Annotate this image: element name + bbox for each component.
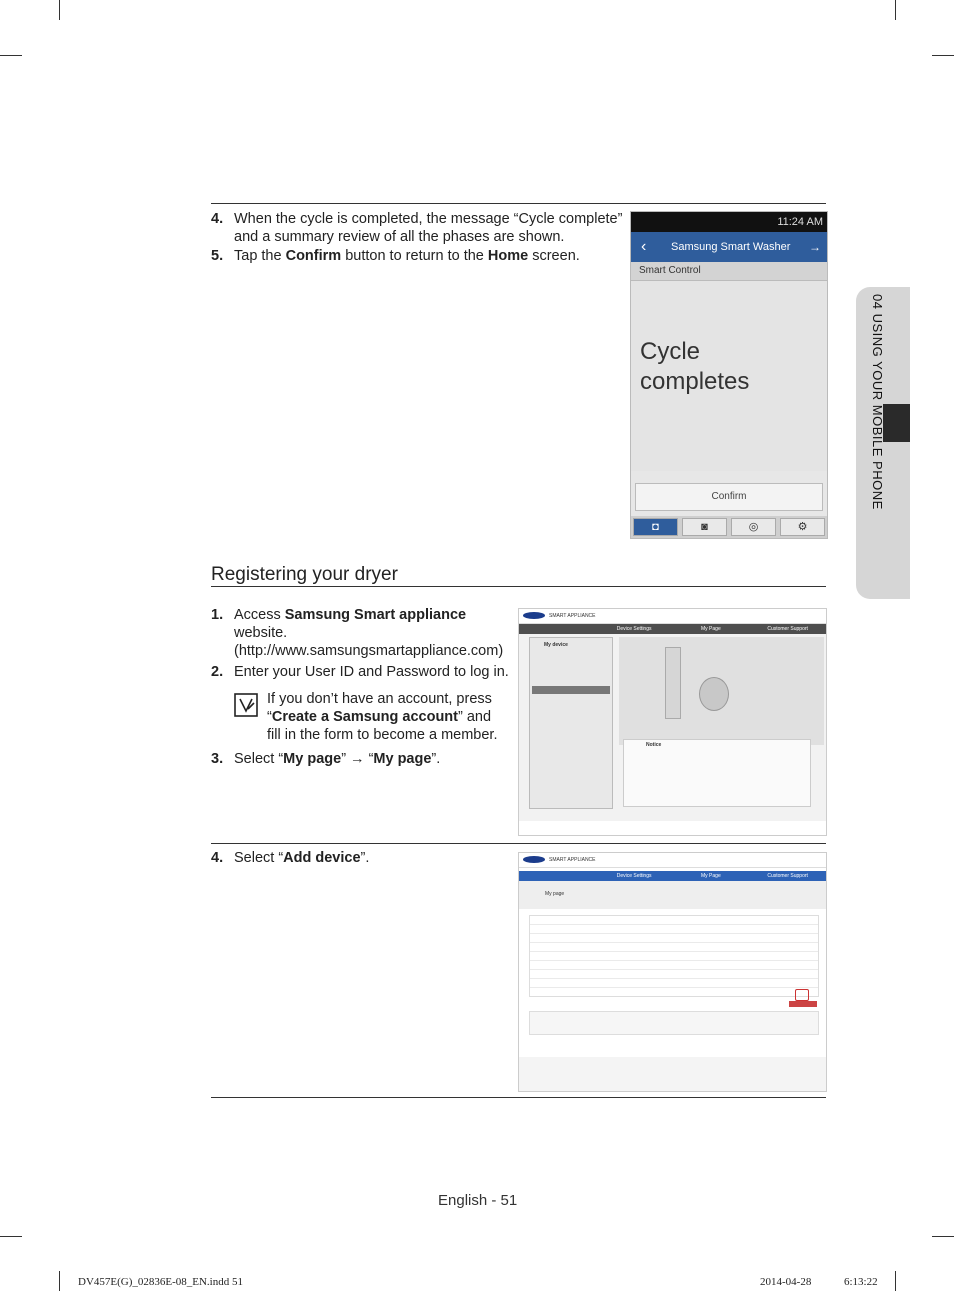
note-text: If you don’t have an account, press “Create a Samsung account” and fill in the form to become a member. [267,691,498,743]
cycle-message [640,337,749,397]
notice-label: Notice [646,742,662,748]
settings-tab-icon[interactable]: ⚙ [780,518,825,536]
phone-title-bar [631,232,827,262]
step-text: Tap the Confirm button to return to the Home screen. [234,248,580,264]
notice-panel [623,739,811,807]
crop-mark [0,1236,22,1237]
exit-icon[interactable]: → [809,240,821,254]
step-number: 4. [211,211,224,227]
step-number: 2. [211,664,224,680]
mid-rule [211,843,826,844]
web-header [519,853,826,868]
bottom-rule [211,1097,826,1098]
crop-mark [895,0,896,20]
page-number: English - 51 [438,1192,518,1209]
top-rule [211,203,826,204]
appliance-image [619,637,824,745]
section-heading: Registering your dryer [211,564,398,585]
website-screenshot-login [518,608,827,836]
fridge-image [665,647,681,719]
step-number: 3. [211,751,224,767]
step-number: 4. [211,850,224,866]
my-device-panel [529,637,613,809]
web-nav-item[interactable]: Customer Support [767,873,808,879]
crop-mark [932,1236,954,1237]
print-time: 6:13:22 [844,1276,878,1288]
crop-mark [59,1271,60,1291]
web-nav [519,624,826,634]
step-number: 1. [211,607,224,623]
crop-mark [0,55,22,56]
chapter-tab-label: 04 USING YOUR MOBILE PHONE [870,294,885,510]
print-date: 2014-04-28 [760,1276,812,1288]
crop-mark [59,0,60,20]
web-footer [519,1057,826,1091]
web-header [519,609,826,624]
heading-rule [211,586,826,587]
step-text: Select “Add device”. [234,850,370,866]
step-text: When the cycle is completed, the message “Cycle complete” and a summary review of all the phases are shown. [234,211,623,245]
web-nav-item[interactable]: My Page [701,626,721,632]
page-title-bar [519,881,826,909]
highlight-arrow-icon [795,989,809,1001]
washer-image [699,677,729,711]
device-table [529,1011,819,1035]
phone-screenshot [630,211,828,539]
step-number: 5. [211,248,224,264]
web-nav-item[interactable]: My Page [701,873,721,879]
web-brand: SMART APPLIANCE [549,613,596,619]
web-brand: SMART APPLIANCE [549,857,596,863]
phone-tab-bar [631,516,827,538]
step-text: Access Samsung Smart appliance website. (http://www.samsungsmartappliance.com) [234,607,504,659]
crop-mark [932,55,954,56]
dryer-tab-icon[interactable]: ◙ [682,518,727,536]
search-tab-icon[interactable]: ◎ [731,518,776,536]
phone-app-title: Samsung Smart Washer [671,241,791,253]
note-icon [234,693,258,717]
step-text: Select “My page” → “My page”. [234,751,441,767]
confirm-button[interactable]: Confirm [635,483,823,511]
cycle-message-line: completes [640,368,750,395]
samsung-logo [523,856,545,863]
web-nav-item[interactable]: Device Settings [616,626,652,632]
account-info-table [529,915,819,997]
washer-tab-icon[interactable]: ◘ [633,518,678,536]
web-nav [519,871,826,881]
crop-mark [895,1271,896,1291]
cycle-message-line: Cycle [640,338,701,365]
status-time: 11:24 AM [777,216,823,228]
back-arrow-icon[interactable]: ‹ [641,238,647,255]
add-device-button[interactable] [789,1001,817,1007]
step-text: Enter your User ID and Password to log in. [234,664,509,680]
chapter-marker [883,404,910,442]
print-file-name: DV457E(G)_02836E-08_EN.indd 51 [78,1276,243,1288]
phone-subtitle: Smart Control [631,262,827,281]
website-screenshot-mypage [518,852,827,1092]
web-nav-item[interactable]: Device Settings [616,873,652,879]
panel-bar [532,686,610,694]
samsung-logo [523,612,545,619]
phone-status-bar [631,212,827,232]
my-device-label: My device [544,642,568,648]
web-footer [519,821,826,835]
web-page-title: My page [545,891,565,897]
web-nav-item[interactable]: Customer Support [767,626,808,632]
phone-main [631,281,827,471]
